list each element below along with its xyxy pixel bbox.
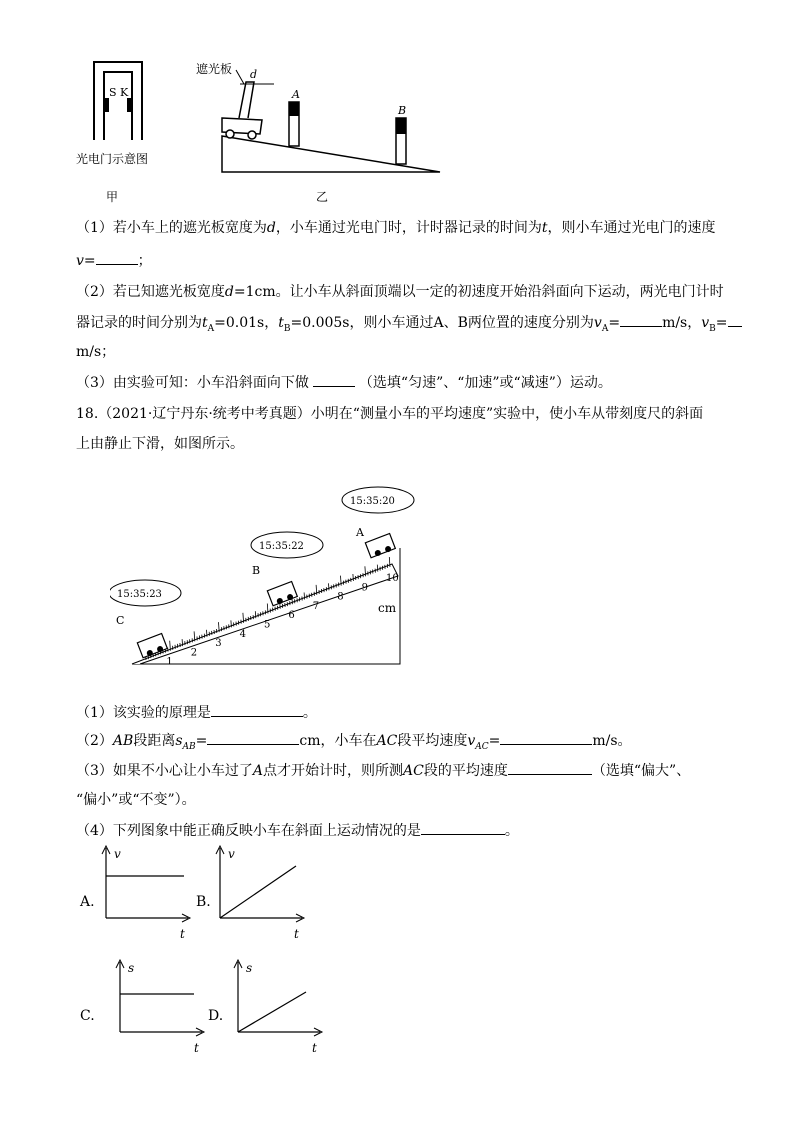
answer-blank[interactable]	[207, 730, 299, 745]
q18-stem-line1: 18.（2021·辽宁丹东·统考中考真题）小明在“测量小车的平均速度”实验中，使小车从带刻度尺的斜面	[76, 406, 704, 422]
gate-b-head	[396, 118, 406, 134]
q18-part3-line2: “偏小”或“不变”）。	[76, 792, 196, 808]
gate-b-label: B	[398, 104, 407, 117]
option-a-letter[interactable]: A.	[80, 894, 95, 910]
light-gate-diagram	[94, 62, 142, 140]
q18-stem-line2: 上由静止下滑，如图所示。	[76, 436, 244, 452]
ruler-tick	[182, 639, 183, 646]
ruler-tick	[304, 593, 305, 600]
option-a-graph[interactable]	[98, 842, 198, 942]
ruler-tick-label: 3	[215, 638, 222, 650]
option-d-graph[interactable]	[230, 956, 330, 1056]
y-axis-label: v	[114, 847, 121, 861]
x-axis-label: t	[180, 927, 185, 941]
point-c-label: C	[116, 614, 125, 627]
ruler-tick	[231, 620, 232, 627]
y-axis-label: v	[228, 847, 235, 861]
answer-blank[interactable]	[421, 820, 505, 835]
ruler-tick-label: 1	[166, 656, 173, 668]
ruler-tick	[207, 630, 208, 637]
incline-diagram	[222, 136, 440, 172]
caption-jia: 甲	[106, 190, 119, 204]
ruler-tick-label: 7	[312, 600, 320, 612]
q17-part2-line3: m/s；	[76, 344, 116, 360]
answer-blank[interactable]	[620, 312, 662, 327]
ruler-tick-label: 5	[264, 619, 271, 631]
option-b-letter[interactable]: B.	[196, 894, 211, 910]
answer-blank[interactable]	[508, 760, 592, 775]
graph-line	[238, 992, 306, 1032]
y-axis-label: s	[246, 961, 253, 975]
option-c-letter[interactable]: C.	[80, 1008, 95, 1024]
ruler-tick-label: 10	[386, 573, 399, 584]
q17-part2-line2: 器记录的时间分别为$t_A=0.01s$，$t_B=0.005s$，则小车通过A、B两位置的速度分别为$v_A= m/s$，$v_B=$	[76, 312, 742, 339]
option-d-letter[interactable]: D.	[208, 1008, 224, 1024]
sensor-k	[127, 98, 132, 112]
point-a-label: A	[356, 526, 364, 539]
answer-blank[interactable]	[96, 250, 138, 265]
answer-blank[interactable]	[313, 372, 355, 387]
ruler-tick-label: 9	[361, 582, 368, 594]
q18-part3-line1: （3）如果不小心让小车过了A点才开始计时，则所测AC段的平均速度 （选填“偏大”、	[76, 760, 690, 781]
y-axis-label: s	[128, 961, 135, 975]
answer-blank[interactable]	[500, 730, 592, 745]
d-label: d	[250, 68, 258, 81]
answer-blank[interactable]	[728, 312, 742, 327]
cart-a	[365, 533, 395, 558]
x-axis-label: t	[294, 927, 299, 941]
ruler-tick-label: 2	[190, 647, 198, 659]
q17-part2-line1: （2）若已知遮光板宽度d=1cm。让小车从斜面顶端以一定的初速度开始沿斜面向下运动，两光电门计时	[76, 284, 724, 300]
gate-caption: 光电门示意图	[76, 152, 149, 166]
q17-part1-line1: （1）若小车上的遮光板宽度为d，小车通过光电门时，计时器记录的时间为t，则小车通过光电门的速度	[76, 220, 716, 236]
q18-part2: （2）AB段距离$s_{AB}=$ cm，小车在AC段平均速度$v_{AC}= m/s$。	[76, 730, 632, 757]
point-b-label: B	[252, 564, 261, 577]
ruler-tick	[377, 565, 378, 572]
mask-label: 遮光板	[196, 62, 233, 76]
ruler-tick-label: 8	[337, 591, 344, 603]
graph-line	[220, 866, 296, 918]
time-a: 15:35:20	[350, 496, 395, 507]
q18-part1: （1）该实验的原理是 。	[76, 702, 317, 723]
q17-part1-line2: v= ；	[76, 250, 152, 271]
mask-pointer	[236, 70, 244, 84]
sk-label: S K	[109, 86, 129, 99]
q17-part3: （3）由实验可知：小车沿斜面向下做 （选填“匀速”、“加速”或“减速”）运动。	[76, 372, 612, 393]
x-axis-label: t	[312, 1041, 317, 1055]
q18-part4: （4）下列图象中能正确反映小车在斜面上运动情况的是 。	[76, 820, 519, 841]
caption-yi: 乙	[316, 190, 329, 204]
cart	[222, 82, 262, 139]
gate-a-label: A	[292, 88, 300, 101]
figure-light-gate	[76, 48, 456, 208]
answer-blank[interactable]	[211, 702, 303, 717]
unit-label: cm	[378, 601, 397, 615]
time-b: 15:35:22	[259, 541, 304, 552]
ruler-tick-label: 6	[288, 610, 295, 622]
figure-incline-ruler	[110, 484, 430, 674]
ruler-tick	[329, 583, 330, 590]
ruler-tick-label: 4	[239, 628, 246, 640]
gate-a-head	[289, 102, 299, 116]
incline-frame	[132, 548, 400, 664]
sensor-s	[104, 98, 109, 112]
time-c: 15:35:23	[117, 589, 162, 600]
option-b-graph[interactable]	[212, 842, 312, 942]
ruler-tick	[255, 611, 256, 618]
option-c-graph[interactable]	[112, 956, 212, 1056]
x-axis-label: t	[194, 1041, 199, 1055]
ruler-tick	[353, 574, 354, 581]
